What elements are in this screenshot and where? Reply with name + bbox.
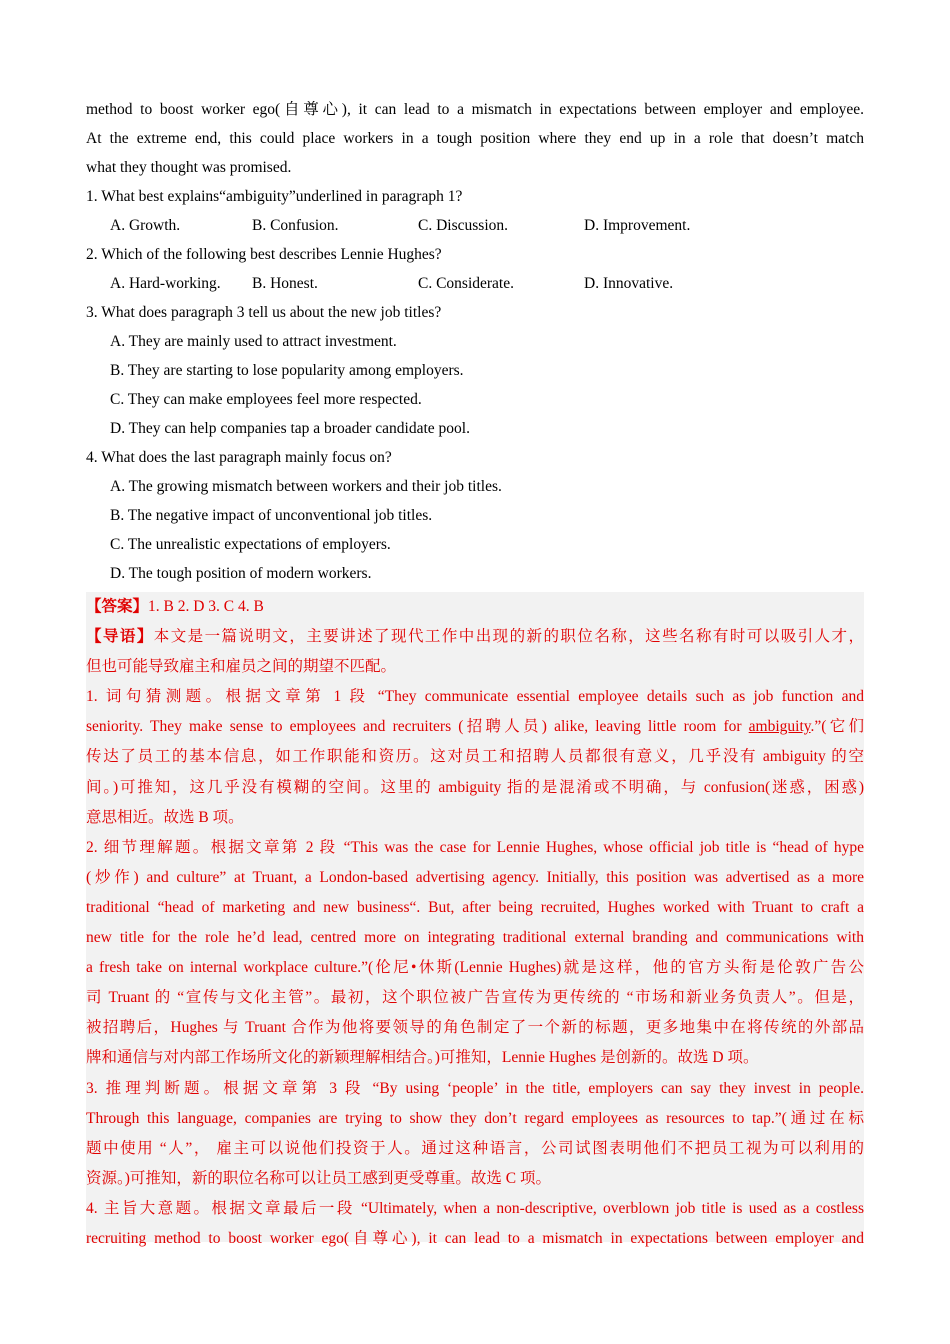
option-b: B. Confusion. [252,217,339,234]
explanation-2-line: 被招聘后，Hughes 与 Truant 合作为他将要领导的角色制定了一个新的标题，更多地集中在将传统的外部品 [86,1019,864,1037]
option-a: A. Growth. [110,217,181,234]
explanation-3-line: 题中使用 “人”， 雇主可以说他们投资于人。通过这种语言，公司试图表明他们不把员工视为可以利用的 [86,1139,864,1157]
option-b: B. They are starting to lose popularity among employers. [110,362,464,379]
explanation-3-line: Through this language, companies are trying to show they don’t regard employees as resources to tap.”(通过在标 [86,1109,864,1127]
question-1-stem: 1. What best explains“ambiguity”underlined in paragraph 1? [86,188,463,205]
option-c: C. They can make employees feel more respected. [110,391,422,408]
option-a: A. The growing mismatch between workers and their job titles. [110,478,502,495]
passage-line: At the extreme end, this could place workers in a tough position where they end up in a role that doesn’t match [86,130,864,147]
answer-line [86,592,864,622]
passage-line: method to boost worker ego(自尊心), it can lead to a mismatch in expectations between employer and employee. [86,101,864,118]
question-section [86,95,864,588]
explanation-2-line: (炒作) and culture” at Truant, a London-based advertising agency. Initially, this position was advertised as a more [86,868,864,886]
question-1-options [86,211,864,240]
option-c: C. Discussion. [418,217,508,234]
explanation-4-line: recruiting method to boost worker ego(自尊心), it can lead to a mismatch in expectations between employer and [86,1229,864,1247]
explanation-2-line: 2. 细节理解题。根据文章第 2 段 “This was the case for Lennie Hughes, whose official job title is “head of hype [86,838,864,856]
answer-explanation-block [86,592,864,1247]
option-a: A. Hard-working. [110,275,221,292]
question-2-stem: 2. Which of the following best describes Lennie Hughes? [86,246,442,263]
explanation-1-line: 传达了员工的基本信息，如工作职能和资历。这对员工和招聘人员都很有意义，几乎没有 ambiguity 的空 [86,748,864,766]
question-4-stem: 4. What does the last paragraph mainly focus on? [86,449,392,466]
explanation-1-line: 意思相近。故选 B 项。 [86,808,244,826]
passage-line: what they thought was promised. [86,159,292,176]
explanation-1-line: 间。)可推知，这几乎没有模糊的空间。这里的 ambiguity 指的是混淆或不明确，与 confusion(迷惑，困惑) [86,778,864,796]
explanation-1-line: seniority. They make sense to employees and recruiters (招聘人员) alike, leaving little room for ambiguity.”(它们 [86,718,864,736]
option-a: A. They are mainly used to attract investment. [110,333,397,350]
explanation-2-line: traditional “head of marketing and new business“. But, after being recruited, Hughes worked with Truant to craft a [86,898,864,916]
answer-text: 1. B 2. D 3. C 4. B [148,598,264,615]
guide-line [86,622,864,652]
explanation-2-line: 司 Truant 的 “宣传与文化主管”。最初，这个职位被广告宣传为更传统的 “市场和新业务负责人”。但是， [86,989,864,1007]
explanation-2-line: a fresh take on internal workplace culture.”(伦尼•休斯(Lennie Hughes)就是这样，他的官方头衔是伦敦广告公 [86,959,864,977]
guide-line: 但也可能导致雇主和雇员之间的期望不匹配。 [86,658,397,676]
underlined-word: ambiguity [748,718,811,736]
option-d: D. They can help companies tap a broader candidate pool. [110,420,470,437]
explanation-2-line: new title for the role he’d lead, centred more on integrating traditional external branding and communications with [86,929,864,947]
option-d: D. The tough position of modern workers. [110,565,372,582]
explanation-3-line: 3. 推理判断题。根据文章第 3 段 “By using ‘people’ in the title, employers can say they invest in people. [86,1079,864,1097]
explanation-3-line: 资源。)可推知，新的职位名称可以让员工感到更受尊重。故选 C 项。 [86,1169,552,1187]
explanation-1-line: 1. 词句猜测题。根据文章第 1 段 “They communicate essential employee details such as job function and [86,688,864,706]
answer-label: 【答案】 [86,598,149,615]
option-d: D. Improvement. [584,217,691,234]
guide-text: 本文是一篇说明文，主要讲述了现代工作中出现的新的职位名称，这些名称有时可以吸引人才， [153,628,864,646]
option-d: D. Innovative. [584,275,674,292]
explanation-4-line: 4. 主旨大意题。根据文章最后一段 “Ultimately, when a non-descriptive, overblown job title is used as a costless [86,1199,864,1217]
option-c: C. The unrealistic expectations of employers. [110,536,391,553]
guide-label: 【导语】 [86,628,154,646]
question-3-stem: 3. What does paragraph 3 tell us about the new job titles? [86,304,442,321]
explanation-2-line: 牌和通信与对内部工作场所文化的新颖理解相结合。)可推知，Lennie Hughes 是创新的。故选 D 项。 [86,1049,759,1067]
option-b: B. Honest. [252,275,318,292]
option-b: B. The negative impact of unconventional job titles. [110,507,433,524]
option-c: C. Considerate. [418,275,514,292]
question-2-options [86,269,864,298]
